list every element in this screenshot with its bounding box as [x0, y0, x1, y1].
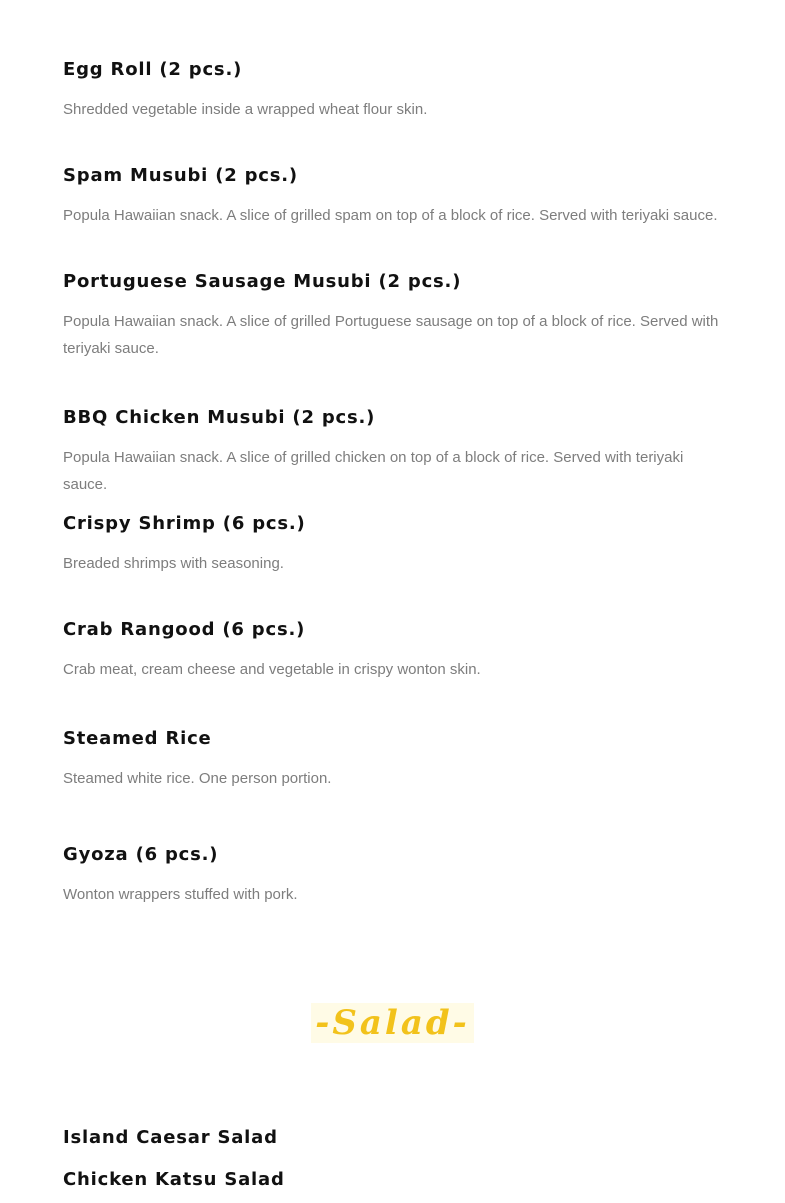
section-heading-text: -Salad-	[311, 1003, 474, 1043]
menu-item-description: Steamed white rice. One person portion.	[63, 770, 332, 787]
menu-item-description: Shredded vegetable inside a wrapped wheat flour skin.	[63, 101, 428, 118]
menu-item-title: Steamed Rice	[63, 728, 212, 749]
menu-item-title: Gyoza (6 pcs.)	[63, 844, 219, 865]
menu-item-title: Portuguese Sausage Musubi (2 pcs.)	[63, 271, 462, 292]
menu-item-title: Chicken Katsu Salad	[63, 1169, 285, 1190]
menu-item-description: Breaded shrimps with seasoning.	[63, 555, 284, 572]
menu-item-title: Crab Rangood (6 pcs.)	[63, 619, 306, 640]
menu-item-title: Island Caesar Salad	[63, 1127, 278, 1148]
menu-item-description: Popula Hawaiian snack. A slice of grilled spam on top of a block of rice. Served with teriyaki sauce.	[63, 207, 718, 224]
menu-item-title: Spam Musubi (2 pcs.)	[63, 165, 298, 186]
salad-section-heading	[0, 1003, 785, 1049]
menu-item-title: Crispy Shrimp (6 pcs.)	[63, 513, 306, 534]
menu-item-title: BBQ Chicken Musubi (2 pcs.)	[63, 407, 376, 428]
menu-item-description: Popula Hawaiian snack. A slice of grilled Portuguese sausage on top of a block of rice. Served with teriyaki sauce.	[63, 313, 719, 357]
menu-item-description: Crab meat, cream cheese and vegetable in crispy wonton skin.	[63, 661, 481, 678]
menu-item-title: Egg Roll (2 pcs.)	[63, 59, 243, 80]
menu-item-description: Popula Hawaiian snack. A slice of grilled chicken on top of a block of rice. Served with teriyaki sauce.	[63, 449, 684, 493]
menu-item-description: Wonton wrappers stuffed with pork.	[63, 886, 298, 903]
